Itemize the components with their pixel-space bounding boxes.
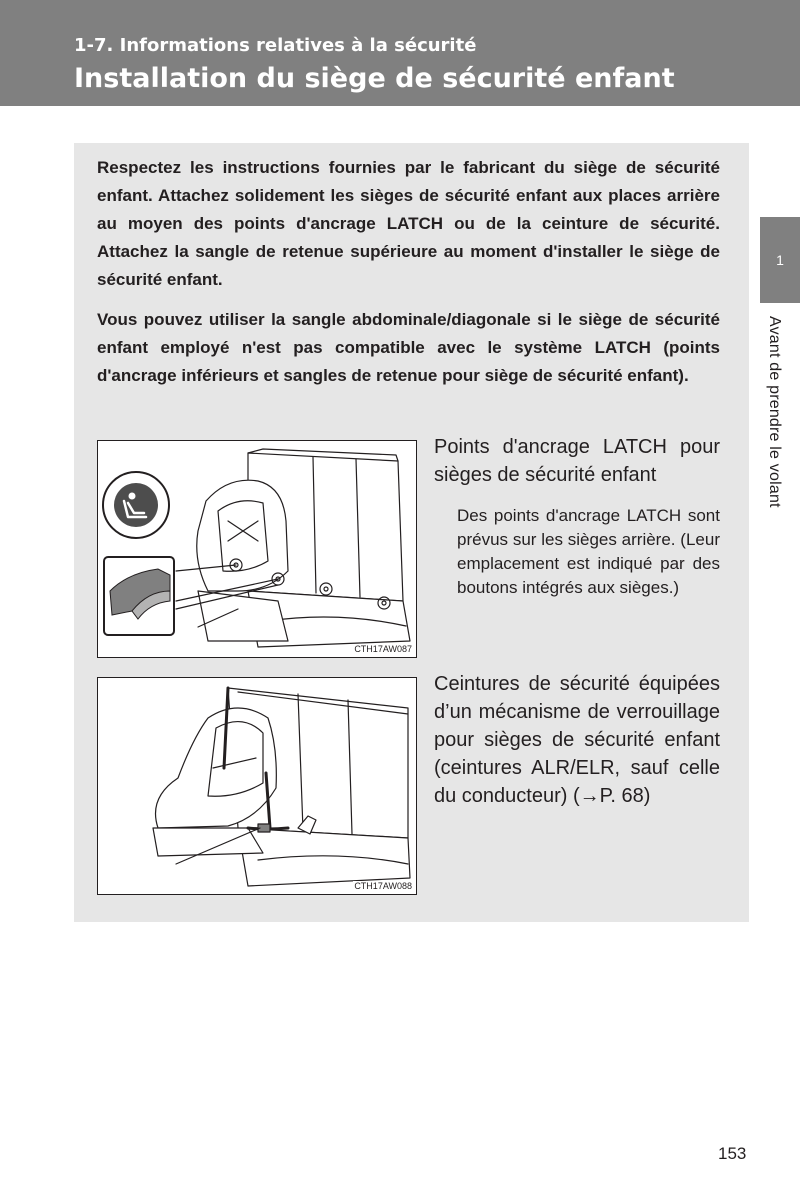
figure-code: CTH17AW087 [354, 644, 412, 654]
page-number: 153 [718, 1144, 747, 1163]
item-title: Ceintures de sécurité équipées d’un mécanisme de verrouillage pour sièges de sécurité enfant (ceintures ALR/ELR, sauf celle du conducteur) (→P. 68) [434, 673, 720, 807]
seatbelt-illustration [97, 677, 417, 895]
page-title: Installation du siège de sécurité enfant [74, 63, 675, 94]
seatbelt-drawing [98, 678, 416, 894]
item-description: Des points d'ancrage LATCH sont prévus sur les sièges arrière. (Leur emplacement est indiqué par des boutons intégrés aux sièges.) [457, 506, 720, 597]
chapter-tab [760, 217, 800, 303]
child-seat-symbol-icon [114, 483, 158, 527]
chapter-number: 1 [776, 252, 784, 268]
page-header [0, 0, 800, 106]
section-title: 1-7. Informations relatives à la sécurité [74, 35, 477, 56]
intro-paragraph: Vous pouvez utiliser la sangle abdominale/diagonale si le siège de sécurité enfant employé n'est pas compatible avec le système LATCH (points d'ancrage inférieurs et sangles de retenue pour siège de sécurité enfant). [97, 310, 720, 385]
latch-anchors-drawing [98, 441, 416, 657]
chapter-label: Avant de prendre le volant [766, 316, 783, 508]
item-title: Points d'ancrage LATCH pour sièges de sécurité enfant [434, 436, 720, 486]
figure-code: CTH17AW088 [354, 881, 412, 891]
latch-anchors-illustration [97, 440, 417, 658]
intro-paragraph: Respectez les instructions fournies par le fabricant du siège de sécurité enfant. Attachez solidement les sièges de sécurité enfant aux places arrière au moyen des points d'ancrage LATCH ou de la ceinture de sécurité. Attachez la sangle de retenue supérieure au moment d'installer le siège de sécurité enfant. [97, 158, 720, 289]
